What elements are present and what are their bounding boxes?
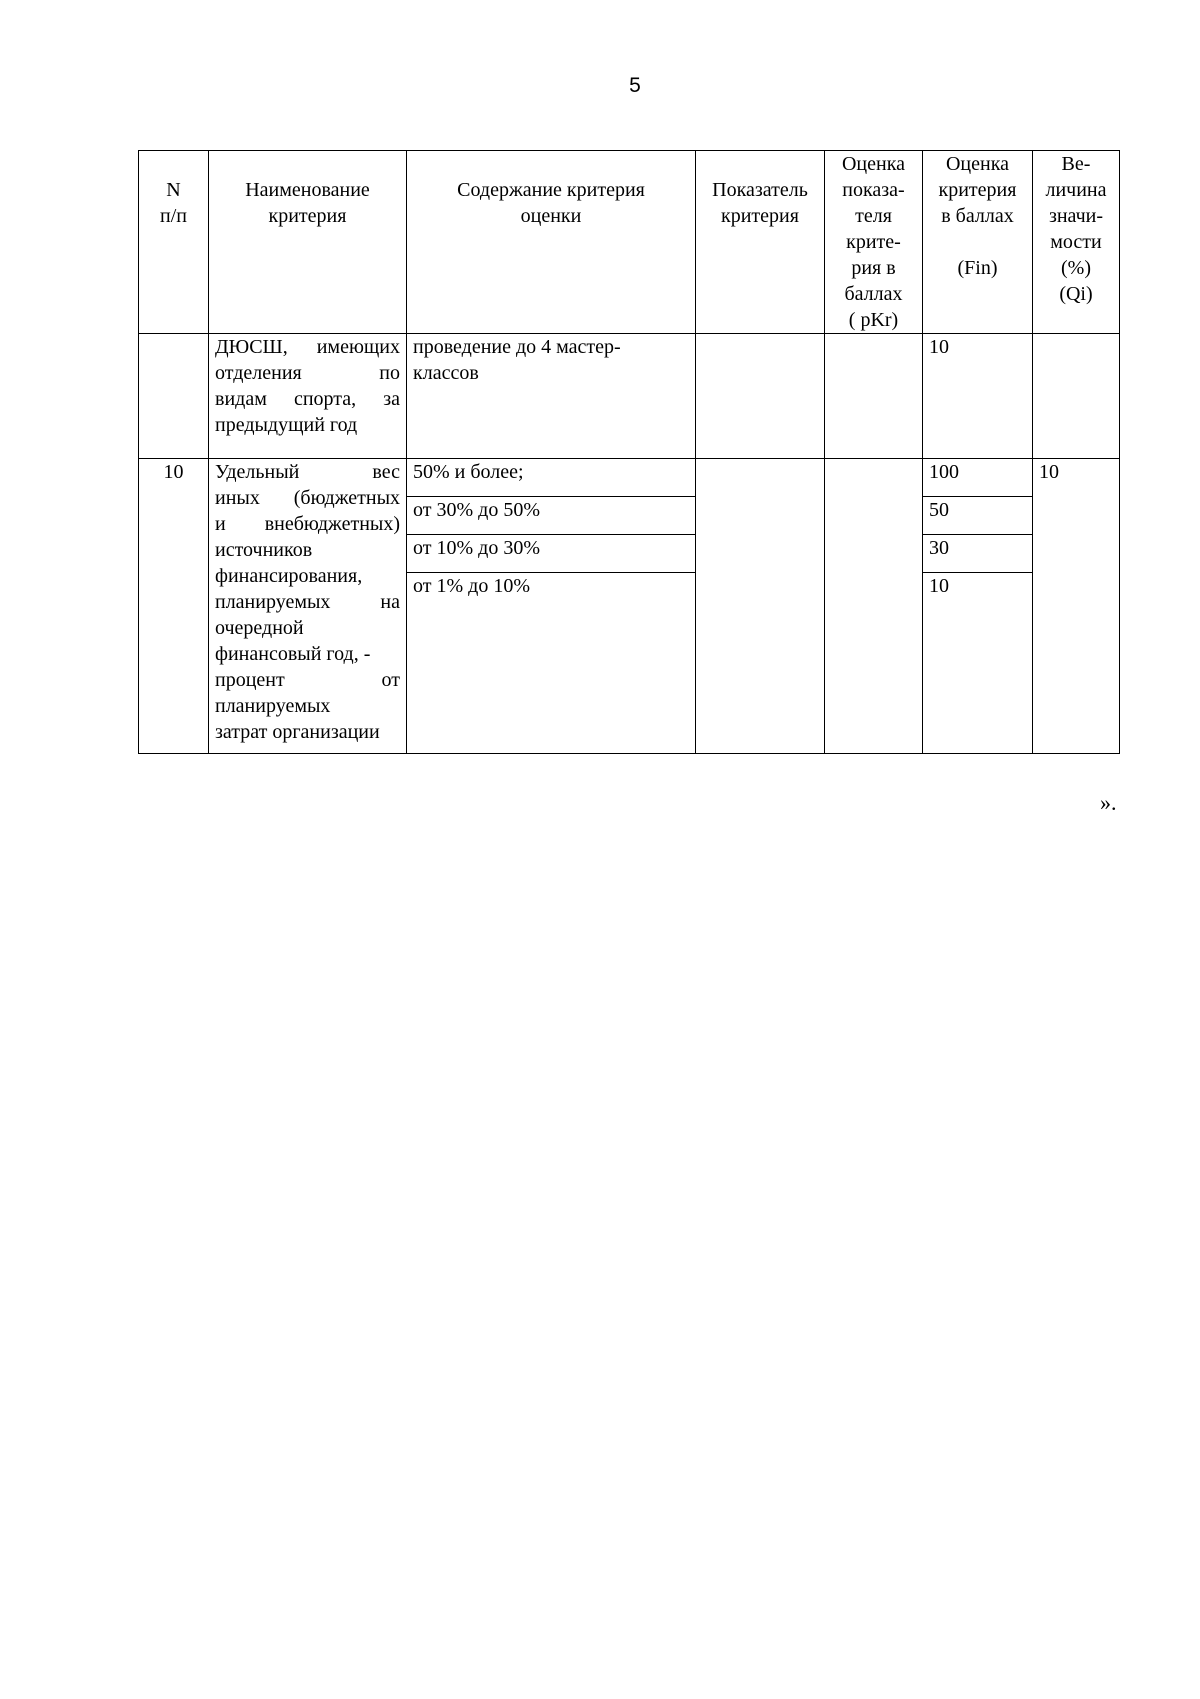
table-row-10 [139,459,1120,497]
cell-pkr [825,459,923,754]
cell-fin: 10 [923,334,1033,459]
table-header-row [139,151,1120,334]
header-pkr: Оценка показа- теля крите- рия в баллах ( pKr) [825,151,923,334]
cell-content: от 1% до 10% [407,573,696,754]
cell-fin: 30 [923,535,1033,573]
cell-qi: 10 [1033,459,1120,754]
cell-content: 50% и более; [407,459,696,497]
table-row-continued [139,334,1120,459]
cell-fin: 100 [923,459,1033,497]
cell-fin: 50 [923,497,1033,535]
criteria-table [138,150,1120,754]
closing-quote-mark: ». [1100,790,1117,815]
cell-pkr [825,334,923,459]
cell-name: Удельный вес иных (бюджетных и внебюджетных) источников финансирования, планируемых на очередной финансовый год, - процент от планируемых затрат организации [209,459,407,754]
header-qi: Ве- личина значи- мости (%) (Qi) [1033,151,1120,334]
cell-indicator [696,334,825,459]
cell-num: 10 [139,459,209,754]
cell-content: проведение до 4 мастер-классов [407,334,696,459]
page-number: 5 [629,74,641,97]
header-fin: Оценка критерия в баллах (Fin) [923,151,1033,334]
header-content: Содержание критерия оценки [407,151,696,334]
cell-num-empty [139,334,209,459]
cell-content: от 30% до 50% [407,497,696,535]
header-num: N п/п [139,151,209,334]
cell-indicator [696,459,825,754]
cell-qi [1033,334,1120,459]
cell-content: от 10% до 30% [407,535,696,573]
cell-name: ДЮСШ, имеющих отделения по видам спорта, за предыдущий год [209,334,407,459]
header-name: Наименование критерия [209,151,407,334]
cell-fin: 10 [923,573,1033,754]
header-indicator: Показатель критерия [696,151,825,334]
